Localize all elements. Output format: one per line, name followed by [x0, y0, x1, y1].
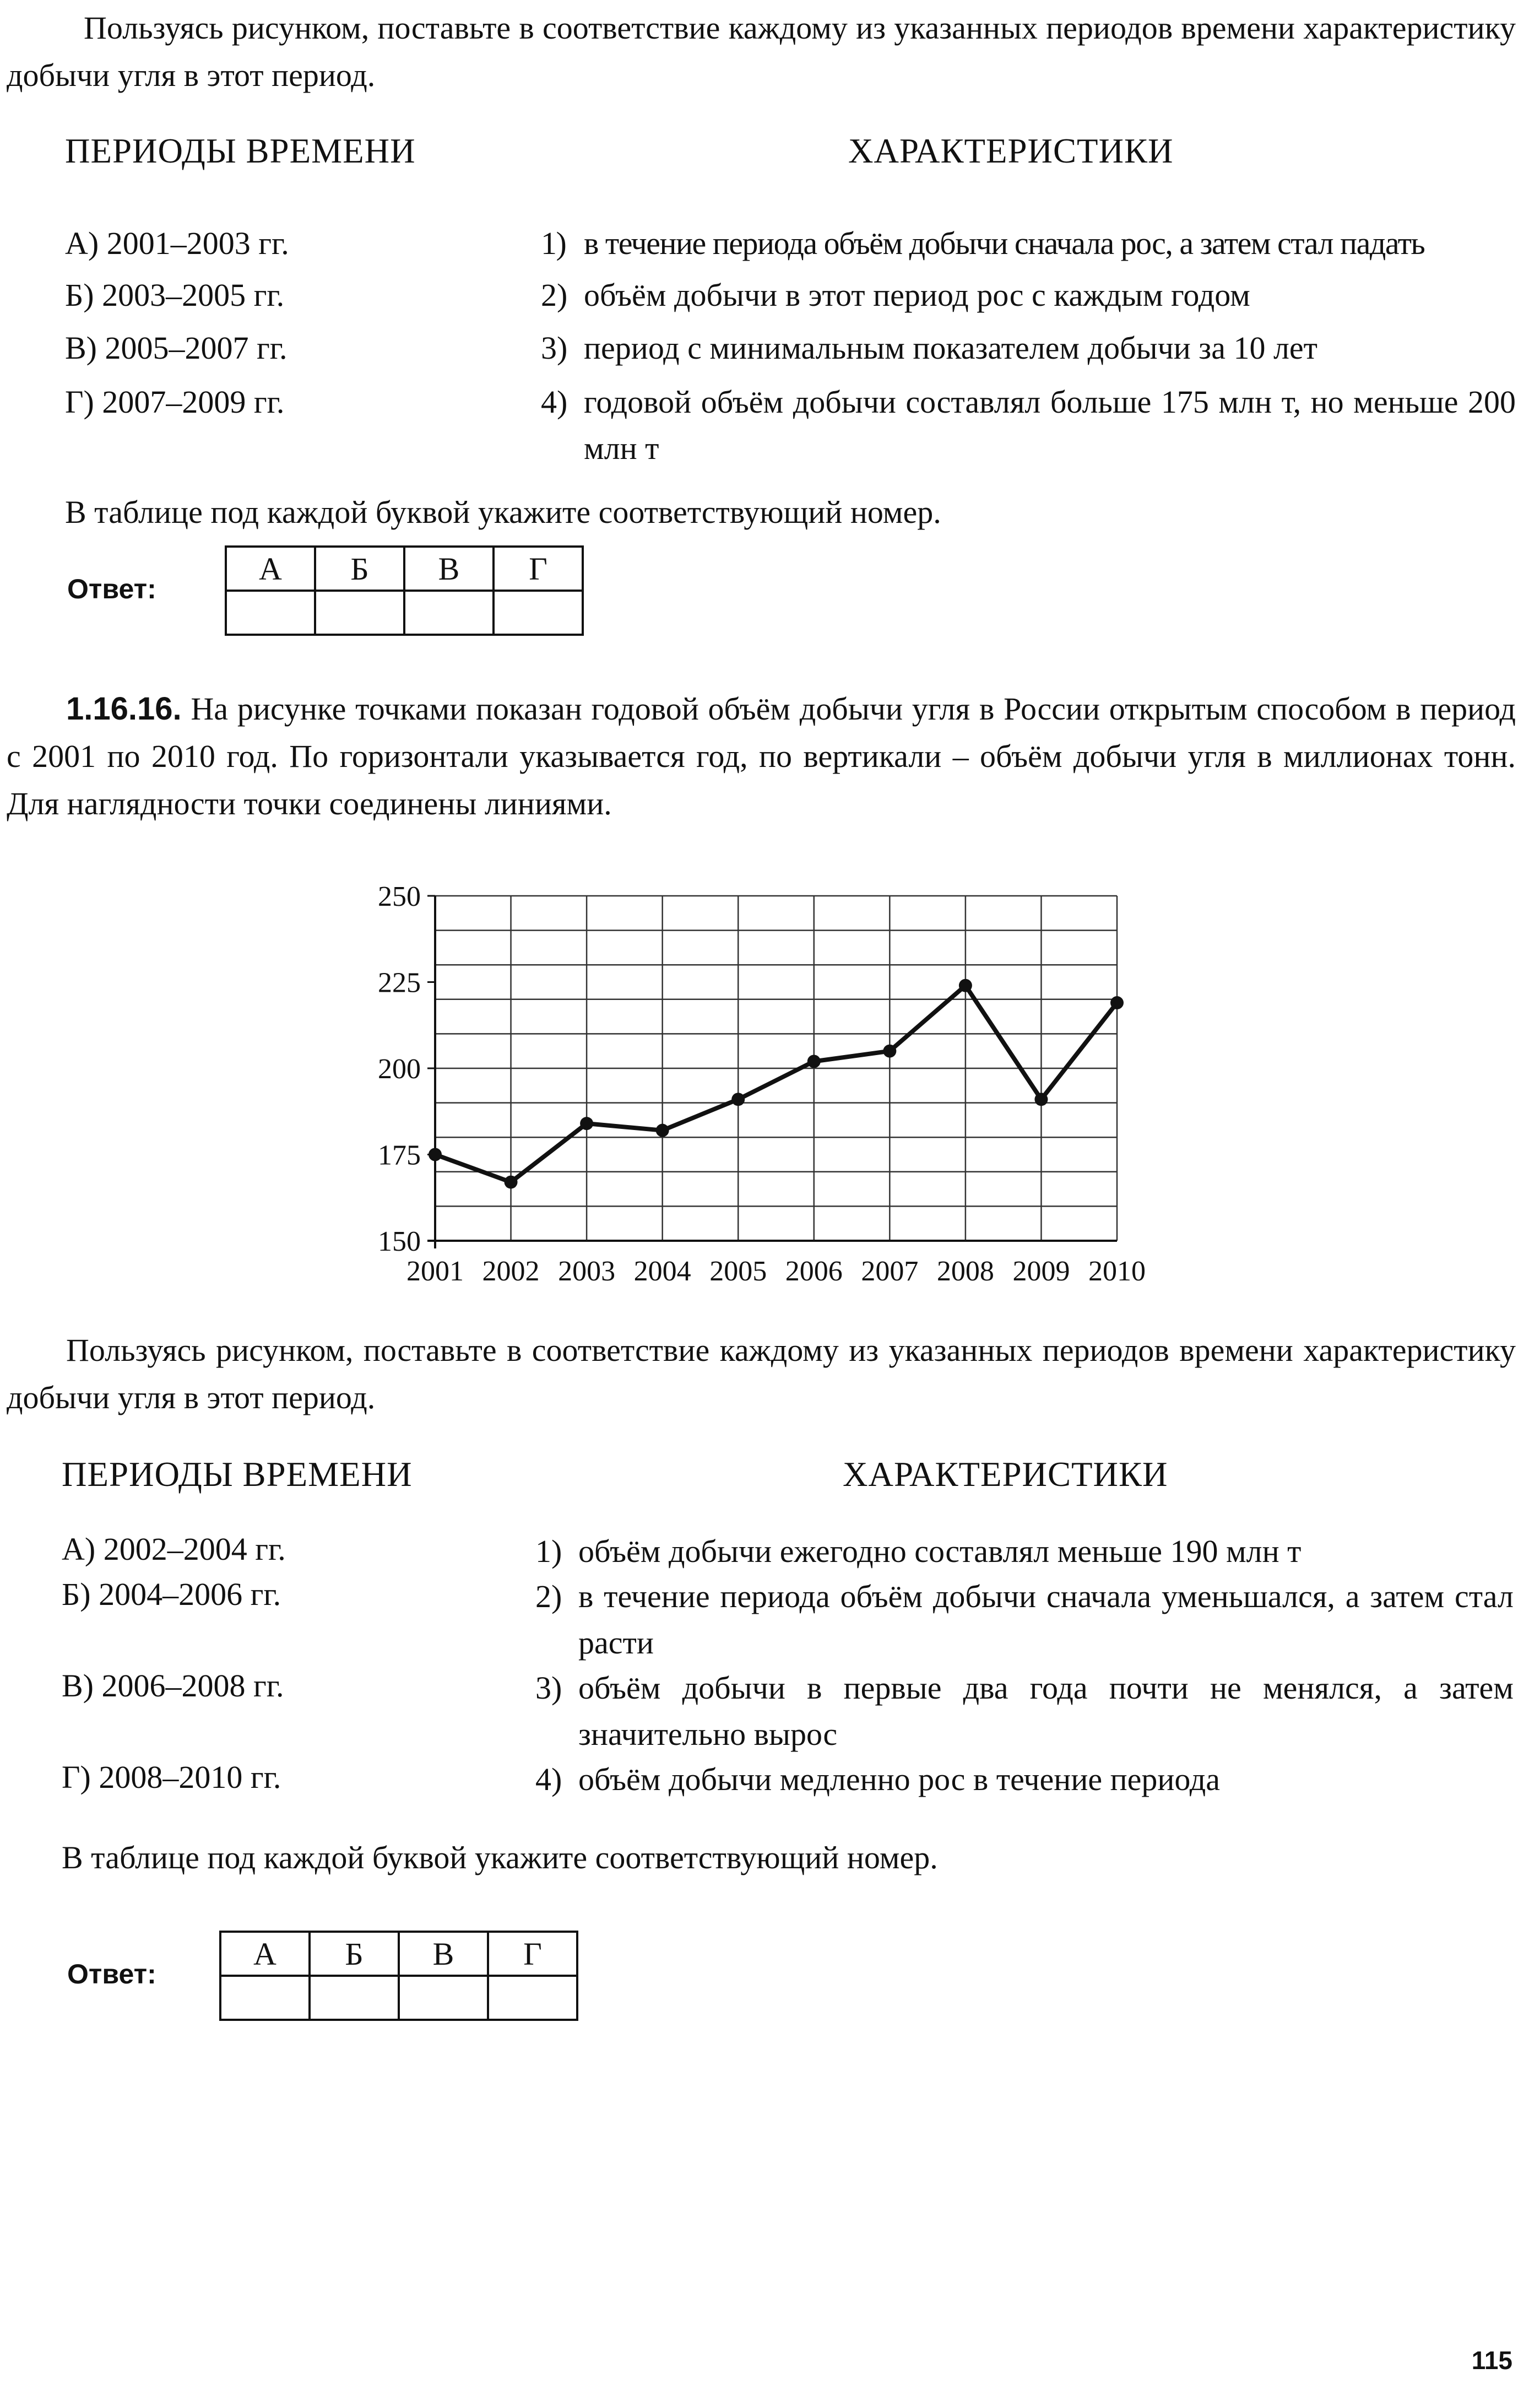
task2-characteristic-3: [535, 1665, 1514, 1758]
x-tick-label: 2006: [785, 1256, 843, 1287]
data-point: [429, 1148, 442, 1161]
data-point: [656, 1124, 669, 1137]
item-number: 2): [535, 1578, 562, 1614]
task1-periods-header: ПЕРИОДЫ ВРЕМЕНИ: [65, 132, 416, 170]
task2-periods-header: ПЕРИОДЫ ВРЕМЕНИ: [62, 1455, 413, 1494]
task1-characteristic-4: [541, 379, 1516, 472]
answer-letter-b: Б: [315, 547, 404, 591]
chart-series: [429, 979, 1124, 1189]
item-text: объём добычи ежегодно составлял меньше 190 млн т: [578, 1533, 1302, 1569]
task1-characteristics-header: ХАРАКТЕРИСТИКИ: [848, 132, 1174, 170]
answer-cell-v[interactable]: [404, 591, 494, 635]
x-tick-label: 2001: [406, 1256, 464, 1287]
task2-characteristic-2: [535, 1574, 1514, 1666]
task-number: 1.16.16.: [66, 691, 182, 727]
task2-characteristics-header: ХАРАКТЕРИСТИКИ: [843, 1455, 1168, 1494]
x-tick-label: 2008: [936, 1256, 994, 1287]
page-number: 115: [1471, 2346, 1512, 2375]
series-line: [435, 986, 1117, 1182]
item-number: 3): [535, 1670, 562, 1706]
task2-period-g: Г) 2008–2010 гг.: [62, 1759, 281, 1795]
item-number: 4): [541, 384, 568, 420]
x-axis-ticks: [406, 1256, 1146, 1287]
answer-cell-b[interactable]: [315, 591, 404, 635]
data-point: [505, 1176, 518, 1189]
item-text: годовой объём добычи составлял больше 175 млн т, но меньше 200 млн т: [584, 384, 1516, 466]
answer-letter-v: В: [399, 1932, 488, 1976]
task1-answer-label: Ответ:: [67, 574, 156, 604]
task2-intro: Пользуясь рисунком, поставьте в соответствие каждому из указанных периодов времени характеристику добычи угля в этот период.: [7, 1332, 1516, 1415]
x-tick-label: 2009: [1012, 1256, 1070, 1287]
coal-output-chart: [353, 876, 1157, 1300]
task1-characteristic-2: [541, 272, 1516, 318]
item-text: объём добычи в первые два года почти не менялся, а затем значительно вырос: [578, 1670, 1514, 1752]
data-point: [1110, 996, 1124, 1009]
x-tick-label: 2004: [633, 1256, 691, 1287]
x-tick-label: 2003: [558, 1256, 616, 1287]
item-number: 1): [535, 1533, 562, 1569]
x-tick-label: 2005: [709, 1256, 767, 1287]
task1-characteristic-3: [541, 325, 1516, 371]
y-tick-label: 175: [378, 1139, 421, 1171]
y-axis-ticks: [378, 881, 435, 1257]
answer-letter-g: Г: [494, 547, 583, 591]
y-tick-label: 250: [378, 881, 421, 912]
answer-cell-g[interactable]: [494, 591, 583, 635]
answer-cell-a[interactable]: [220, 1976, 310, 2020]
task2-characteristic-1: [535, 1528, 1514, 1575]
y-tick-label: 225: [378, 967, 421, 999]
item-number: 4): [535, 1761, 562, 1797]
y-tick-label: 150: [378, 1226, 421, 1257]
answer-cell-a[interactable]: [226, 591, 315, 635]
x-tick-label: 2002: [482, 1256, 540, 1287]
data-point: [1034, 1093, 1048, 1106]
answer-cell-b[interactable]: [310, 1976, 399, 2020]
item-text: объём добычи в этот период рос с каждым годом: [584, 277, 1250, 313]
item-text: в течение периода объём добычи сначала уменьшался, а затем стал расти: [578, 1578, 1514, 1661]
item-number: 2): [541, 277, 568, 313]
answer-cell-g[interactable]: [488, 1976, 577, 2020]
answer-letter-v: В: [404, 547, 494, 591]
item-number: 1): [541, 225, 566, 261]
answer-letter-b: Б: [310, 1932, 399, 1976]
data-point: [731, 1093, 745, 1106]
data-point: [959, 979, 972, 992]
task1-period-a: А) 2001–2003 гг.: [65, 225, 289, 261]
answer-letter-g: Г: [488, 1932, 577, 1976]
task1-period-b: Б) 2003–2005 гг.: [65, 277, 285, 313]
y-tick-label: 200: [378, 1053, 421, 1085]
x-tick-label: 2007: [861, 1256, 919, 1287]
task2-answer-label: Ответ:: [67, 1959, 156, 1989]
chart-grid: [427, 896, 1117, 1248]
data-point: [580, 1117, 593, 1130]
item-text: период с минимальным показателем добычи за 10 лет: [584, 330, 1317, 366]
task2-statement-text: На рисунке точками показан годовой объём добычи угля в России открытым способом в период с 2001 по 2010 год. По горизонтали указывается год, по вертикали – объём добычи угля в миллионах тонн. Для наглядности точки соединены линиями.: [7, 691, 1516, 821]
task1-answer-table: [225, 545, 584, 636]
data-point: [883, 1045, 896, 1058]
task1-intro: Пользуясь рисунком, поставьте в соответствие каждому из указанных периодов времени характеристику добычи угля в этот период.: [7, 10, 1516, 93]
task2-period-a: А) 2002–2004 гг.: [62, 1531, 286, 1567]
answer-letter-a: А: [226, 547, 315, 591]
item-text: объём добычи медленно рос в течение периода: [578, 1761, 1221, 1797]
answer-cell-v[interactable]: [399, 1976, 488, 2020]
answer-letter-a: А: [220, 1932, 310, 1976]
item-number: 3): [541, 330, 568, 366]
task2-period-v: В) 2006–2008 гг.: [62, 1668, 284, 1704]
data-point: [807, 1055, 821, 1068]
task1-characteristic-1: [541, 220, 1516, 267]
task2-statement: [7, 685, 1516, 828]
task1-period-g: Г) 2007–2009 гг.: [65, 384, 285, 420]
task2-table-instruction: В таблице под каждой буквой укажите соответствующий номер.: [62, 1840, 938, 1875]
x-tick-label: 2010: [1088, 1256, 1146, 1287]
task2-answer-table: [219, 1931, 578, 2021]
task2-period-b: Б) 2004–2006 гг.: [62, 1576, 281, 1612]
task1-table-instruction: В таблице под каждой буквой укажите соответствующий номер.: [65, 494, 941, 530]
item-text: в течение периода объём добычи сначала рос, а затем стал падать: [584, 225, 1425, 261]
task2-characteristic-4: [535, 1756, 1514, 1803]
task1-period-v: В) 2005–2007 гг.: [65, 330, 288, 366]
